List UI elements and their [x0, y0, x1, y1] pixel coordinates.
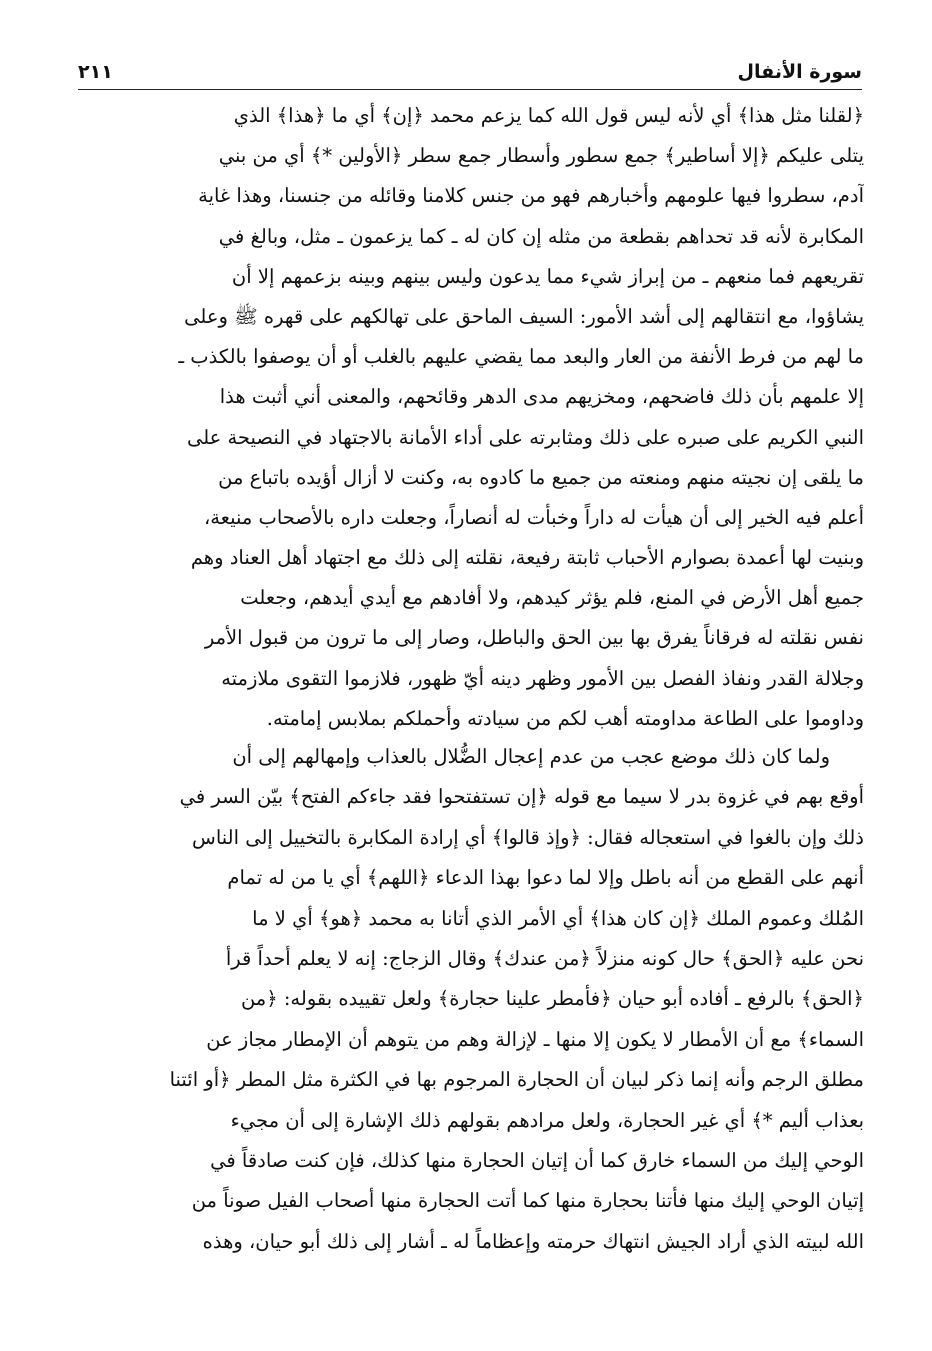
text-line: ﴿الحق﴾ بالرفع ـ أفاده أبو حيان ﴿فأمطر علينا حجارة﴾ ولعل تقييده بقوله: ﴿من	[240, 987, 864, 1011]
text-line: مطلق الرجم وأنه إنما ذكر لبيان أن الحجارة المرجوم بها في الكثرة مثل المطر ﴿أو ائتنا	[169, 1068, 864, 1092]
paragraph-1	[84, 96, 864, 739]
text-line: ما لهم من فرط الأنفة من العار والبعد مما يقضي عليهم بالغلب أو أن يوصفوا بالكذب ـ	[178, 345, 864, 369]
text-line: نحن عليه ﴿الحق﴾ حال كونه منزلاً ﴿من عندك﴾ وقال الزجاج: إنه لا يعلم أحداً قرأ	[225, 946, 864, 970]
page-number: ٢١١	[78, 61, 113, 83]
text-line: المُلك وعموم الملك ﴿إن كان هذا﴾ أي الأمر الذي أتانا به محمد ﴿هو﴾ أي لا ما	[252, 906, 864, 930]
text-line: نفس نقلته له فرقاناً يفرق بها بين الحق والباطل، وصار إلى ما ترون من قبول الأمر	[204, 626, 864, 650]
text-line: بعذاب أليم *﴾ أي غير الحجارة، ولعل مرادهم بقولهم ذلك الإشارة إلى أن مجيء	[230, 1108, 864, 1132]
text-line: إتيان الوحي إليك منها فأتنا بحجارة منها كما أتت الحجارة منها أصحاب الفيل صوناً من	[191, 1189, 864, 1213]
text-line: الله لبيته الذي أراد الجيش انتهاك حرمته وإعظاماً له ـ أشار إلى ذلك أبو حيان، وهذه	[202, 1229, 864, 1253]
text-line: إلا علمهم بأن ذلك فاضحهم، ومخزيهم مدى الدهر وقائحهم، والمعنى أني أثبت هذا	[219, 385, 864, 409]
text-line: جميع أهل الأرض في المنع، فلم يؤثر كيدهم، ولا أفادهم مع أيدي أيدهم، وجعلت	[240, 586, 864, 610]
text-line: السماء﴾ مع أن الأمطار لا يكون إلا منها ـ لإزالة وهم من يتوهم أن الإمطار مجاز عن	[206, 1027, 864, 1051]
surah-title: سورة الأنفال	[737, 61, 862, 83]
text-line: ﴿لقلنا مثل هذا﴾ أي لأنه ليس قول الله كما يزعم محمد ﴿إن﴾ أي ما ﴿هذا﴾ الذي	[233, 104, 864, 127]
page-header	[78, 58, 862, 88]
text-line: أعلم فيه الخير إلى أن هيأت له داراً وخبأت له أنصاراً، وجعلت داره بالأصحاب منيعة،	[203, 505, 864, 529]
text-line: الوحي إليك من السماء خارق كما أن إتيان الحجارة منها كذلك، فإن كنت صادقاً في	[210, 1148, 864, 1172]
text-line: يشاؤوا، مع انتقالهم إلى أشد الأمور: السيف الماحق على تهالكهم على قهره ﷺ وعلى	[184, 304, 864, 328]
text-line: وبنيت لها أعمدة بصوارم الأحباب ثابتة رفيعة، نقلته إلى ذلك مع اجتهاد أهل العناد وهم	[190, 546, 864, 570]
text-line: المكابرة لأنه قد تحداهم بقطعة من مثله إن كان له ـ كما يزعمون ـ مثل، وبالغ في	[218, 224, 864, 248]
text-line: ذلك وإن بالغوا في استعجاله فقال: ﴿وإذ قالوا﴾ أي إرادة المكابرة بالتخييل إلى الناس	[192, 825, 864, 849]
text-line: أوقع بهم في غزوة بدر لا سيما مع قوله ﴿إن تستفتحوا فقد جاءكم الفتح﴾ بيّن السر في	[179, 785, 864, 809]
text-line: وجلالة القدر ونفاذ الفصل بين الأمور وظهر دينه أيّ ظهور، فلازموا التقوى ملازمته	[221, 666, 864, 690]
text-line: أنهم على القطع من أنه باطل وإلا لما دعوا بهذا الدعاء ﴿اللهم﴾ أي يا من له تمام	[227, 866, 864, 890]
text-line: النبي الكريم على صبره على ذلك ومثابرته على أداء الأمانة بالاجتهاد في النصيحة على	[186, 425, 864, 449]
text-line: ولما كان ذلك موضع عجب من عدم إعجال الضُّلال بالعذاب وإمهالهم إلى أن	[232, 745, 830, 768]
text-line: آدم، سطروا فيها علومهم وأخبارهم فهو من جنس كلامنا وقائله من جنسنا، وهذا غاية	[198, 184, 864, 208]
paragraph-2	[84, 737, 864, 1262]
header-divider	[78, 89, 862, 90]
text-line: ما يلقى إن نجيته منهم ومنعته من جميع ما كادوه به، وكنت لا أزال أؤيده باتباع من	[218, 465, 864, 489]
text-line: يتلى عليكم ﴿إلا أساطير﴾ جمع سطور وأسطار جمع سطر ﴿الأولين *﴾ أي من بني	[218, 144, 864, 168]
text-line: تقريعهم فما منعهم ـ من إبراز شيء مما يدعون وليس بينهم وبينه بزعمهم إلا أن	[231, 264, 864, 288]
text-line: وداوموا على الطاعة مداومته أهب لكم من سيادته وأحملكم بملابس إمامته.	[266, 706, 864, 730]
